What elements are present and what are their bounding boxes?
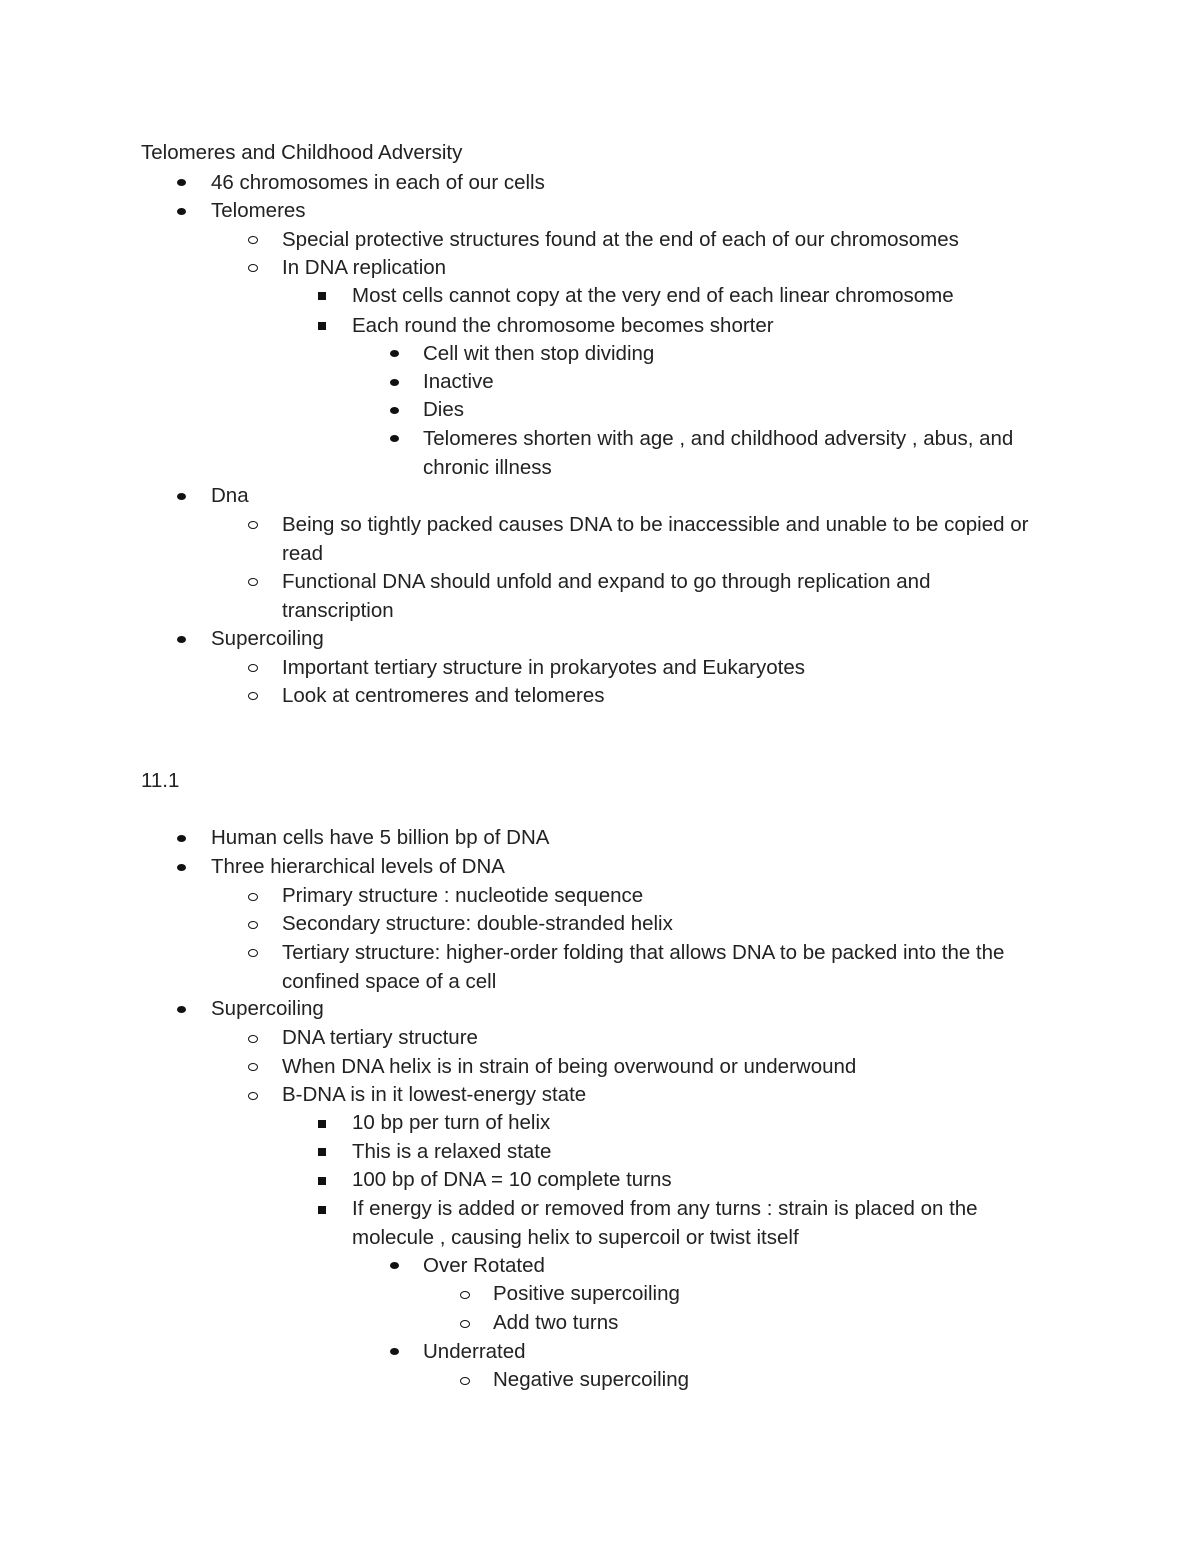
bullet-square [318,322,326,330]
list-item: Supercoiling [211,997,324,1020]
bullet-circle [460,1320,470,1328]
bullet-circle [248,692,258,700]
list-item: Supercoiling [211,627,324,650]
bullet-disc [390,1262,399,1269]
list-item: 10 bp per turn of helix [352,1111,551,1134]
list-item: Dna [211,484,249,507]
section-title: 11.1 [141,769,180,792]
list-item: Primary structure : nucleotide sequence [282,884,644,907]
bullet-disc [177,636,186,643]
list-item: Dies [423,398,465,421]
bullet-disc [177,208,186,215]
list-item: B-DNA is in it lowest-energy state [282,1083,587,1106]
bullet-disc [177,864,186,871]
list-item: If energy is added or removed from any turns : strain is placed on the molecule , causing helix to supercoil or twist itself [352,1197,978,1249]
list-item: Special protective structures found at the end of each of our chromosomes [282,228,959,251]
list-item: Tertiary structure: higher-order folding that allows DNA to be packed into the the confined space of a cell [282,941,1005,993]
list-item: Telomeres shorten with age , and childhood adversity , abus, and chronic illness [423,427,1014,479]
bullet-circle [248,949,258,957]
list-item: Most cells cannot copy at the very end of each linear chromosome [352,284,954,307]
list-item: Three hierarchical levels of DNA [211,855,505,878]
list-item: 46 chromosomes in each of our cells [211,171,545,194]
bullet-circle [248,1092,258,1100]
list-item: Negative supercoiling [493,1368,690,1391]
bullet-disc [177,835,186,842]
bullet-square [318,292,326,300]
bullet-circle [460,1377,470,1385]
bullet-circle [248,921,258,929]
bullet-circle [248,664,258,672]
bullet-circle [248,1063,258,1071]
bullet-circle [248,893,258,901]
bullet-circle [248,578,258,586]
list-item: Over Rotated [423,1254,545,1277]
list-item: In DNA replication [282,256,447,279]
list-item: Inactive [423,370,494,393]
list-item: This is a relaxed state [352,1140,552,1163]
list-item: Add two turns [493,1311,619,1334]
list-item: Look at centromeres and telomeres [282,684,605,707]
bullet-square [318,1148,326,1156]
bullet-circle [248,521,258,529]
bullet-disc [177,179,186,186]
section-title: Telomeres and Childhood Adversity [141,141,463,164]
list-item: Cell wit then stop dividing [423,342,655,365]
list-item: Being so tightly packed causes DNA to be inaccessible and unable to be copied or read [282,513,1029,565]
list-item: 100 bp of DNA = 10 complete turns [352,1168,672,1191]
bullet-disc [390,350,399,357]
bullet-square [318,1177,326,1185]
bullet-disc [390,1348,399,1355]
bullet-square [318,1120,326,1128]
bullet-circle [248,264,258,272]
bullet-disc [177,1006,186,1013]
list-item: Human cells have 5 billion bp of DNA [211,826,550,849]
bullet-disc [390,379,399,386]
list-item: Underrated [423,1340,526,1363]
list-item: Positive supercoiling [493,1282,680,1305]
bullet-circle [248,1035,258,1043]
bullet-circle [460,1291,470,1299]
bullet-disc [390,435,399,442]
bullet-circle [248,236,258,244]
list-item: Secondary structure: double-stranded helix [282,912,673,935]
bullet-square [318,1206,326,1214]
list-item: Functional DNA should unfold and expand to go through replication and transcription [282,570,931,622]
list-item: When DNA helix is in strain of being overwound or underwound [282,1055,857,1078]
bullet-disc [177,493,186,500]
list-item: Each round the chromosome becomes shorter [352,314,774,337]
list-item: DNA tertiary structure [282,1026,478,1049]
list-item: Telomeres [211,199,306,222]
bullet-disc [390,407,399,414]
list-item: Important tertiary structure in prokaryotes and Eukaryotes [282,656,805,679]
